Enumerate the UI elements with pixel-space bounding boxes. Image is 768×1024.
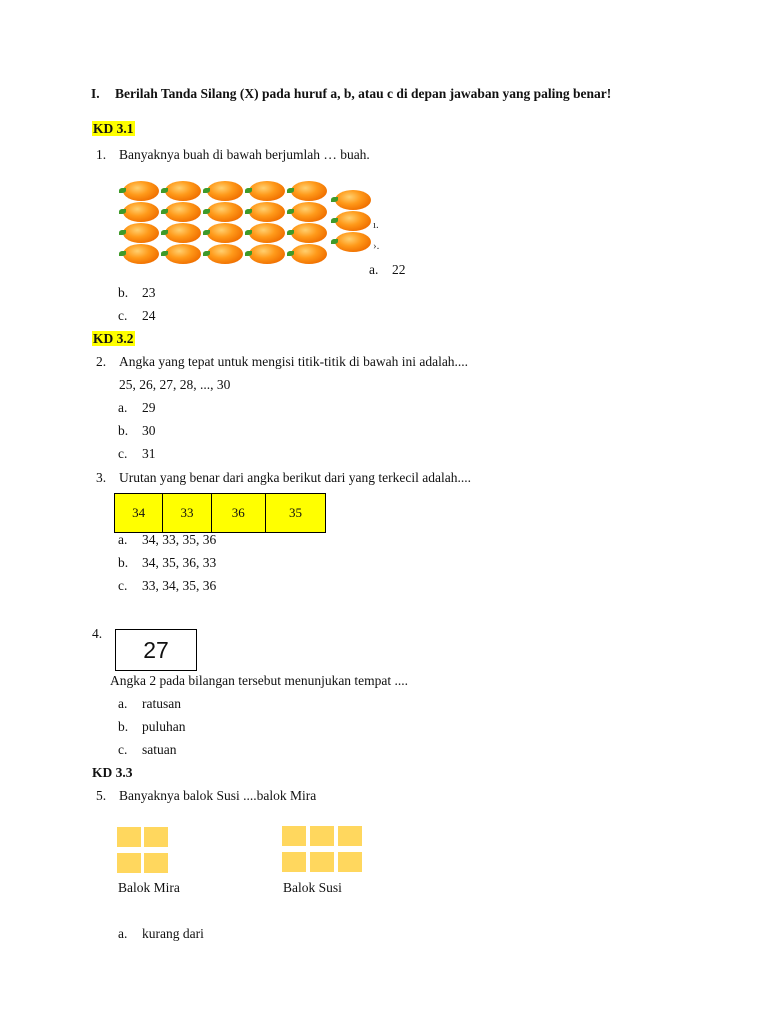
balok-susi-label: Balok Susi xyxy=(283,880,342,895)
orange-icon xyxy=(165,223,201,243)
orange-icon xyxy=(249,223,285,243)
block xyxy=(144,853,168,873)
orange-icon xyxy=(335,211,371,231)
q3-number-cell: 35 xyxy=(265,494,325,533)
block xyxy=(338,826,362,846)
q1-partial-glyph: ›. xyxy=(373,240,380,252)
q2-option-a-letter: a. xyxy=(118,400,128,415)
balok-mira-label: Balok Mira xyxy=(118,880,180,895)
orange-icon xyxy=(165,244,201,264)
q2-option-a-text: 29 xyxy=(142,400,156,415)
orange-icon xyxy=(249,181,285,201)
block xyxy=(338,852,362,872)
q5-option-a-letter: a. xyxy=(118,926,128,941)
block xyxy=(117,827,141,847)
section-kd-3-2: KD 3.2 xyxy=(93,331,134,346)
block xyxy=(117,853,141,873)
q5-text: Banyaknya balok Susi ....balok Mira xyxy=(119,788,317,803)
block xyxy=(144,827,168,847)
orange-icon xyxy=(207,223,243,243)
block xyxy=(282,852,306,872)
q2-option-c-text: 31 xyxy=(142,446,156,461)
q2-number: 2. xyxy=(96,354,107,369)
q1-option-c-letter: c. xyxy=(118,308,128,323)
block xyxy=(310,826,334,846)
q3-number-cell: 33 xyxy=(163,494,211,533)
q1-number: 1. xyxy=(96,147,107,162)
q4-option-b-letter: b. xyxy=(118,719,129,734)
q2-option-b-text: 30 xyxy=(142,423,156,438)
q2-option-b-letter: b. xyxy=(118,423,129,438)
orange-icon xyxy=(291,223,327,243)
q3-number-cell: 34 xyxy=(115,494,163,533)
q2-text: Angka yang tepat untuk mengisi titik-titik di bawah ini adalah.... xyxy=(119,354,469,369)
q3-number-cell: 36 xyxy=(211,494,265,533)
q1-partial-glyph: ı. xyxy=(373,219,379,231)
q3-text: Urutan yang benar dari angka berikut dari yang terkecil adalah.... xyxy=(119,470,471,485)
q3-option-c-letter: c. xyxy=(118,578,128,593)
q4-option-a-letter: a. xyxy=(118,696,128,711)
orange-icon xyxy=(165,202,201,222)
q5-option-a-text: kurang dari xyxy=(142,926,204,941)
q3-option-a-letter: a. xyxy=(118,532,128,547)
instruction-text: Berilah Tanda Silang (X) pada huruf a, b, atau c di depan jawaban yang paling benar! xyxy=(115,86,612,101)
q1-text: Banyaknya buah di bawah berjumlah … buah. xyxy=(119,147,370,162)
orange-icon xyxy=(123,223,159,243)
q4-option-c-letter: c. xyxy=(118,742,128,757)
orange-icon xyxy=(165,181,201,201)
orange-icon xyxy=(123,202,159,222)
orange-icon xyxy=(249,244,285,264)
block xyxy=(310,852,334,872)
orange-icon xyxy=(335,232,371,252)
orange-icon xyxy=(335,190,371,210)
q1-option-c-text: 24 xyxy=(142,308,156,323)
orange-icon xyxy=(207,202,243,222)
q2-sequence: 25, 26, 27, 28, ..., 30 xyxy=(119,377,231,392)
q3-option-a-text: 34, 33, 35, 36 xyxy=(142,532,217,547)
orange-icon xyxy=(207,181,243,201)
orange-icon xyxy=(249,202,285,222)
q1-option-b-text: 23 xyxy=(142,285,156,300)
orange-icon xyxy=(291,202,327,222)
q3-option-b-letter: b. xyxy=(118,555,129,570)
q2-option-c-letter: c. xyxy=(118,446,128,461)
section-kd-3-3: KD 3.3 xyxy=(92,765,133,780)
orange-icon xyxy=(291,244,327,264)
q3-option-c-text: 33, 34, 35, 36 xyxy=(142,578,217,593)
q4-text: Angka 2 pada bilangan tersebut menunjukan tempat .... xyxy=(110,673,409,688)
q1-option-b-letter: b. xyxy=(118,285,129,300)
instruction-number: I. xyxy=(91,86,100,101)
q1-option-a-letter: a. xyxy=(369,262,379,277)
q3-number: 3. xyxy=(96,470,107,485)
q4-number: 4. xyxy=(92,626,103,641)
block xyxy=(282,826,306,846)
q3-number-boxes xyxy=(114,493,326,533)
q4-option-b-text: puluhan xyxy=(142,719,186,734)
oranges-image xyxy=(118,178,378,270)
q4-option-c-text: satuan xyxy=(142,742,177,757)
q4-option-a-text: ratusan xyxy=(142,696,181,711)
orange-icon xyxy=(207,244,243,264)
orange-icon xyxy=(123,181,159,201)
section-kd-3-1: KD 3.1 xyxy=(93,121,134,136)
orange-icon xyxy=(291,181,327,201)
orange-icon xyxy=(123,244,159,264)
q1-option-a-text: 22 xyxy=(392,262,406,277)
q5-number: 5. xyxy=(96,788,107,803)
q4-number-box: 27 xyxy=(115,629,197,671)
q3-option-b-text: 34, 35, 36, 33 xyxy=(142,555,217,570)
